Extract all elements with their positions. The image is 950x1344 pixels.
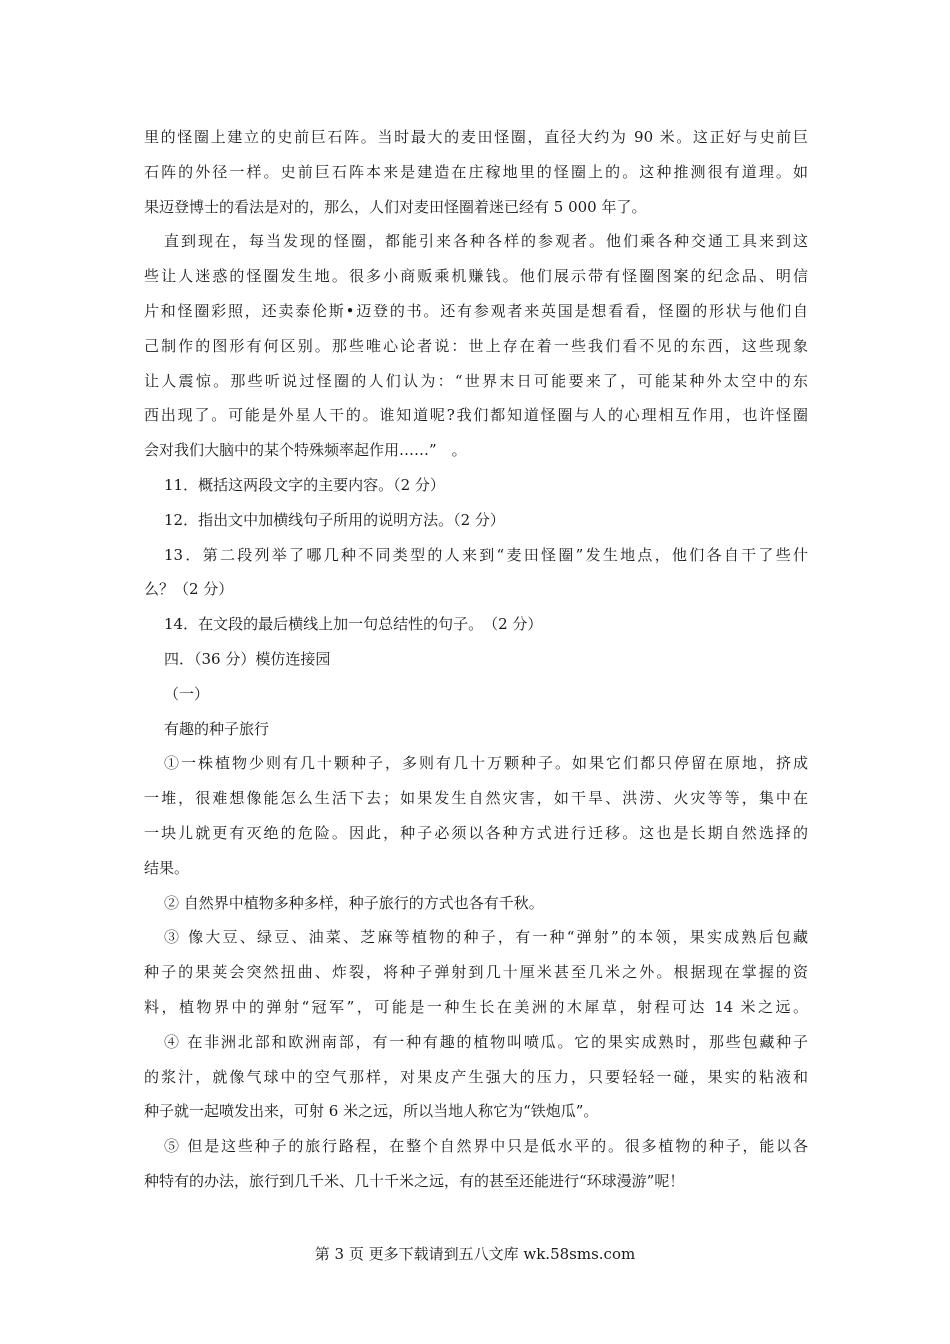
text-line: ④ 在非洲北部和欧洲南部，有一种有趣的植物叫喷瓜。它的果实成熟时，那些包藏种子 [164,1032,808,1051]
text-line: 里的怪圈上建立的史前巨石阵。当时最大的麦田怪圈，直径大约为 90 米。这正好与史前巨 [144,128,808,146]
text-line: 12．指出文中加横线句子所用的说明方法。（2 分） [164,510,505,529]
text-line: 让人震惊。那些听说过怪圈的人们认为：“世界末日可能要来了，可能某种外太空中的东 [144,371,808,390]
text-line: 14．在文段的最后横线上加一句总结性的句子。 （2 分） [164,615,543,634]
page-footer: 第 3 页 更多下载请到五八文库 wk.58sms.com [314,1245,636,1263]
text-line: 种特有的办法，旅行到几千米、几十千米之远，有的甚至还能进行“环球漫游”呢！ [144,1171,685,1190]
text-line: 料，植物界中的弹射“冠军”，可能是一种生长在美洲的木犀草，射程可达 14 米之远。 [144,997,808,1016]
text-line: ①一株植物少则有几十颗种子，多则有几十万颗种子。如果它们都只停留在原地，挤成 [164,754,808,773]
text-line: 11．概括这两段文字的主要内容。（2 分） [164,475,445,494]
text-line: 西出现了。可能是外星人干的。谁知道呢?我们都知道怪圈与人的心理相互作用，也许怪圈 [144,406,808,425]
text-line: 些让人迷惑的怪圈发生地。很多小商贩乘机赚钱。他们展示带有怪圈图案的纪念品、明信 [144,267,808,286]
text-line: 有趣的种子旅行 [164,719,270,738]
text-line: ② 自然界中植物多种多样，种子旅行的方式也各有千秋。 [164,893,544,912]
text-line: 一堆，很难想像能怎么生活下去；如果发生自然灾害，如干旱、洪涝、火灾等等，集中在 [144,789,808,808]
text-line: 的浆汁，就像气球中的空气那样，对果皮产生强大的压力，只要轻轻一碰，果实的粘液和 [144,1067,808,1086]
text-line: 13．第二段列举了哪几种不同类型的人来到“麦田怪圈”发生地点，他们各自干了些什 [164,545,808,564]
text-line: （一） [164,684,210,703]
text-line: 果迈登博士的看法是对的，那么，人们对麦田怪圈着迷已经有 5 000 年了。 [144,197,647,216]
text-line: 己制作的图形有何区别。那些唯心论者说：世上存在着一些我们看不见的东西，这些现象 [144,336,808,355]
text-line: ③ 像大豆、绿豆、油菜、芝麻等植物的种子，有一种“弹射”的本领，果实成熟后包藏 [164,928,808,947]
text-line: 么？（2 分） [144,580,234,599]
text-line: 直到现在，每当发现的怪圈，都能引来各种各样的参观者。他们乘各种交通工具来到这 [164,232,808,251]
text-line: 一块儿就更有灭绝的危险。因此，种子必须以各种方式进行迁移。这也是长期自然选择的 [144,823,808,842]
text-line: 石阵的外径一样。史前巨石阵本来是建造在庄稼地里的怪圈上的。这种推测很有道理。如 [144,162,808,181]
text-line: 种子的果荚会突然扭曲、炸裂，将种子弹射到几十厘米甚至几米之外。根据现在掌握的资 [144,963,808,982]
text-line: 片和怪圈彩照，还卖泰伦斯•迈登的书。还有参观者来英国是想看看，怪圈的形状与他们自 [144,301,808,320]
text-line: 结果。 [144,858,190,877]
text-line: ⑤ 但是这些种子的旅行路程，在整个自然界中只是低水平的。很多植物的种子，能以各 [164,1137,808,1156]
text-line: 会对我们大脑中的某个特殊频率起作用……” 。 [144,441,467,460]
text-line: 四．（36 分）模仿连接园 [164,649,331,668]
document-body [144,120,808,1199]
text-line: 种子就一起喷发出来，可射 6 米之远，所以当地人称它为“铁炮瓜”。 [144,1102,599,1121]
